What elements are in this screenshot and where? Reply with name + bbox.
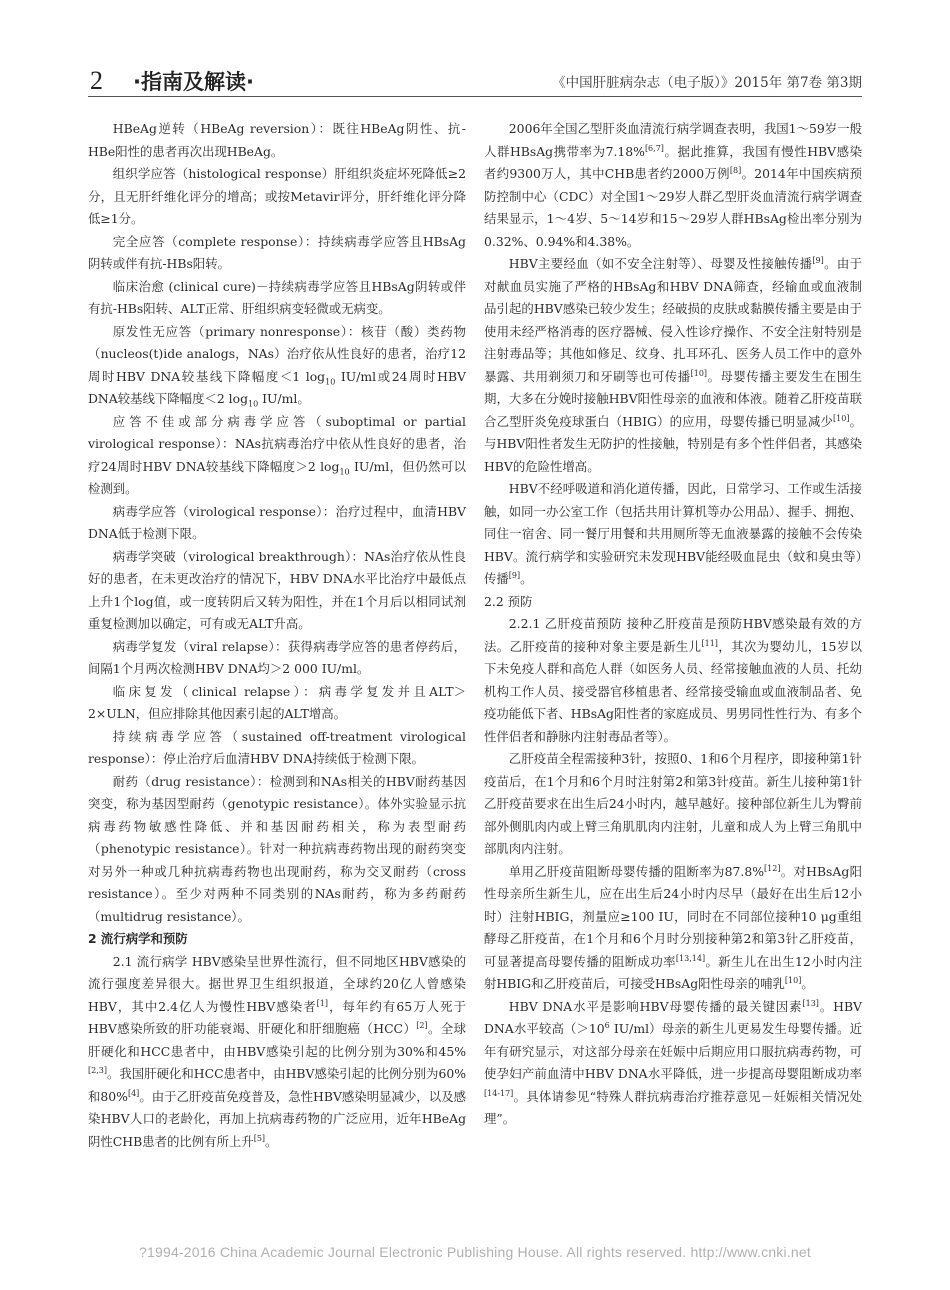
paragraph [88, 636, 466, 681]
text-run: 2.2.1 乙肝疫苗预防 接种乙肝疫苗是预防HBV感染最有效的方法。乙肝疫苗的接种对象主要是新生儿 [484, 616, 862, 654]
text-run: 。具体请参见“特殊人群抗病毒治疗推荐意见－妊娠相关情况处理”。 [484, 1088, 862, 1126]
paragraph [484, 861, 862, 996]
citation-ref: [9] [508, 570, 521, 580]
header-rule [88, 96, 862, 97]
citation-ref: [12] [764, 863, 781, 873]
text-run: 持续病毒学应答（sustained off-treatment virological response）：停止治疗后血清HBV DNA持续低于检测下限。 [88, 728, 466, 766]
text-run: HBV不经呼吸道和消化道传播，因此，日常学习、工作或生活接触，如同一办公室工作（包括共用计算机等办公用品）、握手、拥抱、同住一宿舍、同一餐厅用餐和共用厕所等无血液暴露的接触不会传染HBV。流行病学和实验研究未发现HBV能经吸血昆虫（蚊和臭虫等）传播 [484, 481, 862, 586]
citation-ref: [10] [784, 975, 802, 985]
paragraph [88, 163, 466, 231]
paragraph [88, 321, 466, 411]
text-run: IU/ml。 [258, 391, 310, 406]
text-run: 。新生儿在出生12小时内注射HBIG和乙肝疫苗后，可接受HBsAg阳性母亲的哺乳 [484, 953, 862, 991]
text-run: IU/ml，但仍然可以检测到。 [88, 458, 466, 496]
text-run: HBV主要经血（如不安全注射等）、母婴及性接触传播 [508, 256, 813, 271]
text-run: HBeAg逆转（HBeAg reversion）：既往HBeAg阴性、抗-HBe阳性的患者再次出现HBeAg。 [88, 121, 466, 159]
text-run: 。由于乙肝疫苗免疫普及，急性HBV感染明显减少，以及感染HBV人口的老龄化，再加上抗病毒药物的广泛应用，近年HBeAg阴性CHB患者的比例有所上升 [88, 1088, 466, 1149]
paragraph [484, 478, 862, 591]
citation-ref: [6,7] [644, 143, 664, 153]
text-run: 。对HBsAg阳性母亲所生新生儿，应在出生后24小时内尽早（最好在出生后12小时）注射HBIG，剂量应≥100 IU，同时在不同部位接种10 μg重组酵母乙肝疫苗，在1个月和6个月时分别接种第2和第3针乙肝疫苗，可显著提高母婴传播的阻断成功率 [484, 863, 862, 969]
text-run: 。据此推算，我国有慢性HBV感染者约9300万人，其中CHB患者约2000万例 [484, 143, 862, 181]
text-run: 临床复发（clinical relapse）：病毒学复发并且ALT＞2×ULN，但应排除其他因素引起的ALT增高。 [88, 683, 466, 721]
paragraph [88, 411, 466, 501]
subscript: 10 [339, 466, 350, 476]
citation-ref: [1] [316, 998, 329, 1008]
text-run: 。与HBV阳性者发生无防护的性接触，特别是有多个性伴侣者，其感染HBV的危险性增高。 [484, 413, 863, 474]
paragraph [484, 118, 862, 253]
text-run: 乙肝疫苗全程需接种3针，按照0、1和6个月程序，即接种第1针疫苗后，在1个月和6个月时注射第2和第3针疫苗。新生儿接种第1针乙肝疫苗要求在出生后24小时内，越早越好。接种部位新生儿为臀前部外侧肌肉内或上臂三角肌肌肉内注射，儿童和成人为上臂三角肌中部肌肉内注射。 [484, 751, 862, 856]
text-run: 病毒学突破（virological breakthrough）：NAs治疗依从性良好的患者，在未更改治疗的情况下，HBV DNA水平比治疗中最低点上升1个log值，或一度转阴后又转为阳性，并在1个月后以相同试剂重复检测加以确定，可有或无ALT升高。 [88, 548, 466, 631]
paragraph [484, 748, 862, 861]
copyright-footer: ?1994-2016 China Academic Journal Electronic Publishing House. All rights reserved. http://www.cnki.net [139, 1244, 811, 1260]
citation-ref: [11] [701, 638, 718, 648]
text-run: 2006年全国乙型肝炎血清流行病学调查表明，我国1～59岁一般人群HBsAg携带率为7.18% [484, 121, 862, 159]
paragraph [88, 771, 466, 929]
text-run: 。 [801, 976, 814, 991]
paragraph [88, 118, 466, 163]
citation-ref: [4] [127, 1088, 140, 1098]
text-run: 原发性无应答（primary nonresponse）：核苷（酸）类药物（nucleos(t)ide analogs，NAs）治疗依从性良好的患者，治疗12周时HBV DNA较基线下降幅度＜1 log [88, 323, 466, 384]
citation-ref: [14-17] [484, 1088, 514, 1098]
text-run: 。2014年中国疾病预防控制中心（CDC）对全国1～29岁人群乙型肝炎血清流行病学调查结果显示，1～4岁、5～14岁和15～29岁人群HBsAg检出率分别为0.32%、0.94%和4.38%。 [484, 166, 862, 249]
right-column [484, 118, 862, 1131]
text-run: 耐药（drug resistance）：检测到和NAs相关的HBV耐药基因突变，称为基因型耐药（genotypic resistance）。体外实验显示抗病毒药物敏感性降低、并和基因耐药相关，称为表型耐药（phenotypic resistance）。针对一种抗病毒药物出现的耐药突变对另外一种或几种抗病毒药物也出现耐药，称为交叉耐药（cross resistance）。至少对两种不同类别的NAs耐药，称为多药耐药（multidrug resistance）。 [88, 773, 466, 924]
text-run: 。 [265, 1133, 278, 1149]
text-run: 。由于对献血员实施了严格的HBsAg和HBV DNA筛查，经输血或血液制品引起的HBV感染已较少发生；经破损的皮肤或黏膜传播主要是由于使用未经严格消毒的医疗器械、侵入性诊疗操作、不安全注射特别是注射毒品等；其他如修足、纹身、扎耳环孔、医务人员工作中的意外暴露、共用剃须刀和牙刷等也可传播 [484, 256, 862, 384]
paragraph [88, 501, 466, 546]
section-title: ·指南及解读· [133, 70, 254, 94]
text-run: 。全球肝硬化和HCC患者中，由HBV感染引起的比例分别为30%和45% [88, 1021, 466, 1059]
page-number: 2 [90, 66, 103, 95]
paragraph [88, 546, 466, 636]
paragraph [88, 231, 466, 276]
citation-ref: [10] [690, 368, 708, 378]
text-run: 单用乙肝疫苗阻断母婴传播的阻断率为87.8% [508, 863, 765, 879]
left-column [88, 118, 466, 1153]
paragraph [88, 951, 466, 1154]
paragraph [484, 996, 862, 1131]
section-heading: 2 流行病学和预防 [88, 931, 188, 946]
text-run: 。 [520, 571, 533, 586]
text-run: 病毒学复发（viral relapse）：获得病毒学应答的患者停药后，间隔1个月两次检测HBV DNA均＞2 000 IU/ml。 [88, 638, 466, 676]
text-run: 应答不佳或部分病毒学应答（suboptimal or partial virological response）：NAs抗病毒治疗中依从性良好的患者，治疗24周时HBV DNA较基线下降幅度＞2 log [88, 413, 466, 474]
citation-ref: [8] [729, 165, 742, 175]
citation-ref: [9] [812, 255, 824, 265]
subscript: 10 [325, 376, 336, 386]
text-run: HBV DNA水平是影响HBV母婴传播的最关键因素 [508, 998, 803, 1014]
paragraph [484, 253, 862, 478]
text-run: ，其次为婴幼儿，15岁以下未免疫人群和高危人群（如医务人员、经常接触血液的人员、托幼机构工作人员、接受器官移植患者、经常接受输血或血液制品者、免疫功能低下者、HBsAg阳性者的家庭成员、男男同性性行为、有多个性伴侣者和静脉内注射毒品者等）。 [484, 638, 862, 744]
subsection-heading: 2.2 预防 [484, 593, 533, 609]
text-run: IU/ml）母亲的新生儿更易发生母婴传播。近年有研究显示，对这部分母亲在妊娠中后期应用口服抗病毒药物，可使孕妇产前血清中HBV DNA水平降低，进一步提高母婴阻断成功率 [484, 1021, 862, 1081]
text-run: 组织学应答（histological response）肝组织炎症坏死降低≥2分，且无肝纤维化评分的增高；或按Metavir评分，肝纤维化评分降低≥1分。 [88, 166, 466, 226]
text-run: 。母婴传播主要发生在围生期，大多在分娩时接触HBV阳性母亲的血液和体液。随着乙肝疫苗联合乙型肝炎免疫球蛋白（HBIG）的应用，母婴传播已明显减少 [484, 368, 863, 429]
paragraph [88, 681, 466, 726]
subscript: 10 [248, 399, 259, 409]
paragraph [484, 613, 862, 748]
text-run: 。HBV DNA水平较高（＞10 [484, 998, 862, 1036]
paragraph [88, 726, 466, 771]
text-run: 。我国肝硬化和HCC患者中，由HBV感染引起的比例分别为60%和80% [88, 1066, 466, 1104]
text-run: 2.1 流行病学 HBV感染呈世界性流行，但不同地区HBV感染的流行强度差异很大。据世界卫生组织报道，全球约20亿人曾感染HBV，其中2.4亿人为慢性HBV感染者 [88, 953, 466, 1014]
text-run: 完全应答（complete response）：持续病毒学应答且HBsAg阴转或伴有抗-HBs阳转。 [88, 233, 466, 271]
citation-ref: [2] [416, 1020, 428, 1030]
text-run: 临床治愈 (clinical cure)－持续病毒学应答且HBsAg阴转或伴有抗-HBs阳转、ALT正常、肝组织病变轻微或无病变。 [88, 278, 466, 316]
citation-ref: [2,3] [88, 1065, 107, 1075]
citation-ref: [13,14] [675, 953, 706, 963]
text-run: IU/ml或24周时HBV DNA较基线下降幅度＜2 log [88, 368, 467, 406]
citation-ref: [10] [833, 413, 850, 423]
text-run: ，每年约有65万人死于HBV感染所致的肝功能衰竭、肝硬化和肝细胞癌（HCC） [88, 998, 466, 1036]
citation-ref: [13] [802, 998, 819, 1008]
citation-ref: 6 [604, 1020, 610, 1030]
text-run: 病毒学应答（virological response）：治疗过程中，血清HBV DNA低于检测下限。 [88, 503, 466, 541]
citation-ref: [5] [253, 1133, 266, 1143]
paragraph [88, 276, 466, 321]
journal-info: 《中国肝脏病杂志（电子版）》2015年 第7卷 第3期 [552, 75, 862, 91]
